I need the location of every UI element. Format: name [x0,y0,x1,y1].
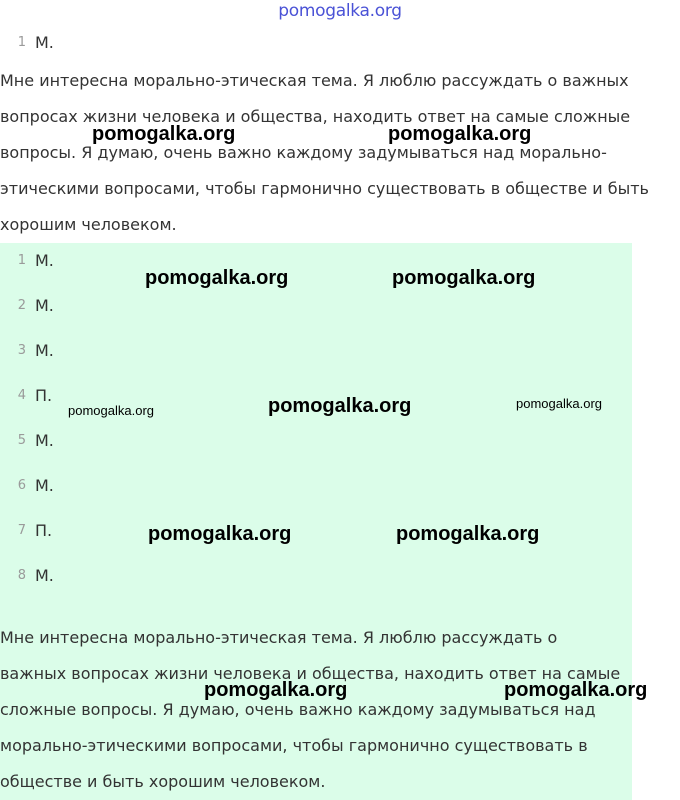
paragraph-line: вопросы. Я думаю, очень важно каждому задумываться над морально- [0,143,607,162]
item-answer: М. [35,296,54,315]
item-number: 1 [17,35,26,50]
item-number: 6 [17,478,26,493]
watermark: pomogalka.org [396,523,540,545]
paragraph-line: сложные вопросы. Я думаю, очень важно каждому задумываться над [0,700,596,719]
paragraph-line: важных вопросах жизни человека и общества, находить ответ на самые [0,664,621,683]
item-number: 7 [17,523,26,538]
item-number: 5 [17,433,26,448]
watermark: pomogalka.org [388,123,532,145]
paragraph-line: Мне интересна морально-этическая тема. Я люблю рассуждать о [0,628,558,647]
watermark: pomogalka.org [204,679,348,701]
item-answer: М. [35,476,54,495]
paragraph-line: Мне интересна морально-этическая тема. Я люблю рассуждать о важных [0,71,629,90]
watermark: pomogalka.org [148,523,292,545]
item-answer: М. [35,33,54,52]
item-number: 2 [17,298,26,313]
watermark: pomogalka.org [145,267,289,289]
item-number: 3 [17,343,26,358]
watermark: pomogalka.org [504,679,648,701]
watermark: pomogalka.org [68,403,154,418]
answer-paragraph [0,63,649,243]
answer-paragraph [0,620,620,800]
watermark: pomogalka.org [392,267,536,289]
item-number: 8 [17,568,26,583]
item-answer: П. [35,386,53,405]
header-watermark: pomogalka.org [278,1,402,21]
paragraph-line: морально-этическими вопросами, чтобы гармонично существовать в [0,736,588,755]
item-number: 4 [17,388,26,403]
paragraph-line: обществе и быть хорошим человеком. [0,772,326,791]
watermark: pomogalka.org [92,123,236,145]
item-answer: М. [35,566,54,585]
item-answer: М. [35,251,54,270]
paragraph-line: вопросах жизни человека и общества, находить ответ на самые сложные [0,107,631,126]
paragraph-line: хорошим человеком. [0,215,177,234]
item-number: 1 [17,253,26,268]
watermark: pomogalka.org [516,396,602,411]
item-answer: М. [35,431,54,450]
watermark: pomogalka.org [268,395,412,417]
item-answer: П. [35,521,53,540]
item-answer: М. [35,341,54,360]
paragraph-line: этическими вопросами, чтобы гармонично существовать в обществе и быть [0,179,649,198]
